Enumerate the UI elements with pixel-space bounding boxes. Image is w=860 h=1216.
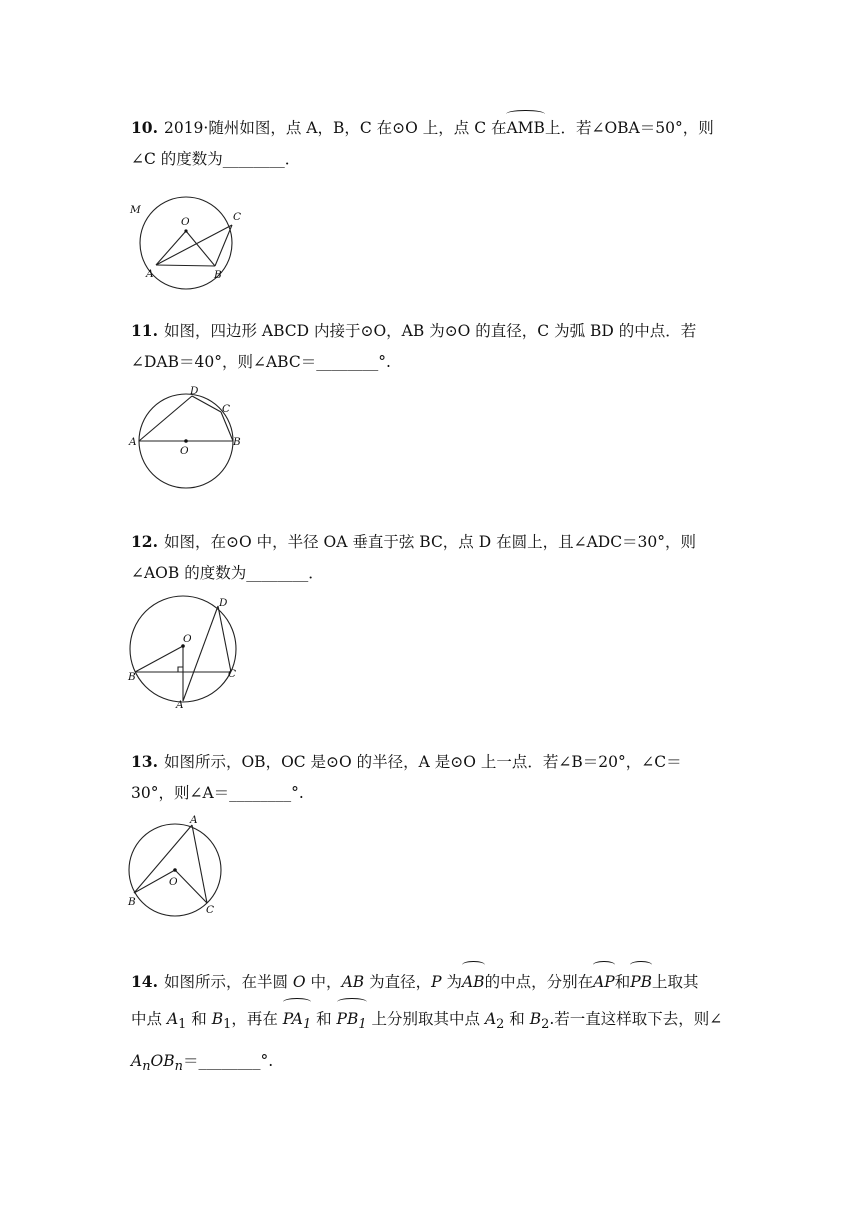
label-a: A (146, 268, 154, 280)
arc-pb1 (337, 1001, 367, 1043)
label-b: B (128, 896, 136, 908)
segment-ab (134, 825, 192, 893)
var-b: B (211, 1010, 224, 1028)
subscript: 1 (223, 1017, 232, 1033)
problem-text: 和 (504, 1010, 530, 1028)
problem-12-line-2: ∠AOB 的度数为________． (131, 564, 324, 582)
problem-10-line-1 (131, 112, 731, 144)
var-a: A (484, 1010, 497, 1028)
arc-amb: AMB (506, 113, 544, 144)
label-c: C (228, 668, 237, 680)
problem-number: 14. (131, 972, 158, 991)
segment-ob (135, 646, 183, 672)
subscript: 1 (178, 1017, 187, 1033)
problem-text: ＝________°. (182, 1052, 274, 1071)
label-c: C (206, 904, 215, 916)
label-o: O (181, 216, 190, 228)
subscript: n (142, 1059, 151, 1075)
subscript: n (174, 1059, 183, 1075)
problem-10-line-2: ∠C 的度数为________． (131, 150, 301, 168)
label-c: C (222, 403, 231, 415)
var-ob: OB (150, 1052, 175, 1071)
problem-text: 的中点，分别在 (484, 973, 594, 991)
arc-pb: PB (630, 964, 652, 1001)
segment-ab (156, 265, 215, 266)
problem-13-line-2: 30°，则∠A＝________°. (131, 784, 304, 802)
label-d: D (190, 385, 199, 397)
problem-14-line-1 (131, 963, 731, 1001)
label-a: A (129, 436, 137, 448)
figure-13 (128, 814, 238, 919)
figure-10 (128, 200, 248, 290)
subscript: 1 (358, 1017, 367, 1033)
segment-ac (156, 225, 232, 265)
problem-text: ，再在 (231, 1010, 283, 1028)
problem-13 (131, 746, 731, 809)
label-o: O (180, 445, 189, 457)
center-dot (184, 229, 187, 232)
problem-12-line-1 (131, 526, 731, 558)
problem-11 (131, 315, 731, 378)
problem-number: 12. (131, 532, 158, 551)
var-o: O (292, 973, 306, 991)
problem-text: 和 (614, 973, 631, 991)
arc-ab: AB (462, 964, 485, 1001)
problem-text: 如图，在⊙O 中，半径 OA 垂直于弦 BC，点 D 在圆上，且∠ADC＝30°，则 (163, 533, 697, 551)
var-a: A (131, 1052, 143, 1071)
var-b: B (529, 1010, 542, 1028)
figure-12 (128, 596, 248, 711)
label-o: O (169, 876, 178, 888)
arc-text: PB (336, 1010, 359, 1028)
problem-text: 中点 (131, 1010, 167, 1028)
right-angle-mark (178, 667, 183, 672)
label-o: O (183, 633, 192, 645)
arc-pa1 (283, 1001, 311, 1043)
problem-number: 13. (131, 752, 158, 771)
segment-bc (215, 225, 232, 266)
segment-ac (192, 825, 207, 903)
segment-ad (183, 606, 218, 701)
label-d: D (219, 597, 228, 609)
label-c: C (233, 211, 242, 223)
radius-oc (175, 870, 207, 903)
center-dot (184, 439, 188, 443)
problem-11-line-1 (131, 315, 731, 347)
label-b: B (233, 436, 241, 448)
var-ab: AB (341, 973, 365, 991)
segment-oa (156, 231, 186, 265)
var-a: A (166, 1010, 179, 1028)
problem-14-line-2 (131, 1001, 731, 1043)
subscript: 2 (496, 1017, 505, 1033)
problem-text: 如图所示，在半圆 (163, 973, 293, 991)
problem-14 (131, 963, 731, 1085)
figure-11 (128, 385, 248, 495)
label-b: B (214, 269, 222, 281)
problem-text: 为 (441, 973, 462, 991)
problem-text: 中， (305, 973, 342, 991)
problem-12 (131, 526, 731, 589)
problem-14-line-3 (131, 1043, 731, 1085)
var-p: P (431, 973, 442, 991)
problem-text: 如图所示，OB，OC 是⊙O 的半径，A 是⊙O 上一点．若∠B＝20°，∠C＝ (163, 753, 682, 771)
subscript: 2 (541, 1017, 550, 1033)
problem-number: 11. (131, 321, 158, 340)
label-m: M (130, 204, 141, 216)
problem-text: 上取其 (652, 973, 699, 991)
problem-13-line-1 (131, 746, 731, 778)
problem-text: 和 (186, 1010, 212, 1028)
arc-text: PA (282, 1010, 303, 1028)
label-b: B (128, 671, 136, 683)
center-dot (173, 868, 177, 872)
label-a: A (190, 814, 198, 826)
problem-text: 2019·随州如图，点 A，B，C 在⊙O 上，点 C 在 (163, 119, 507, 137)
segment-ad (139, 396, 192, 441)
subscript: 1 (302, 1017, 312, 1033)
problem-text: 为直径， (364, 973, 432, 991)
label-a: A (176, 699, 184, 711)
arc-ap: AP (593, 964, 615, 1001)
problem-text: .若一直这样取下去，则∠ (549, 1010, 723, 1028)
problem-text: 如图，四边形 ABCD 内接于⊙O，AB 为⊙O 的直径，C 为弧 BD 的中点．若 (163, 322, 697, 340)
problem-number: 10. (131, 118, 158, 137)
problem-10 (131, 112, 731, 175)
problem-text: 上．若∠OBA＝50°，则 (544, 119, 714, 137)
problem-11-line-2: ∠DAB＝40°，则∠ABC＝________°. (131, 353, 391, 371)
problem-text: 上分别取其中点 (366, 1010, 485, 1028)
problem-text: 和 (311, 1010, 337, 1028)
